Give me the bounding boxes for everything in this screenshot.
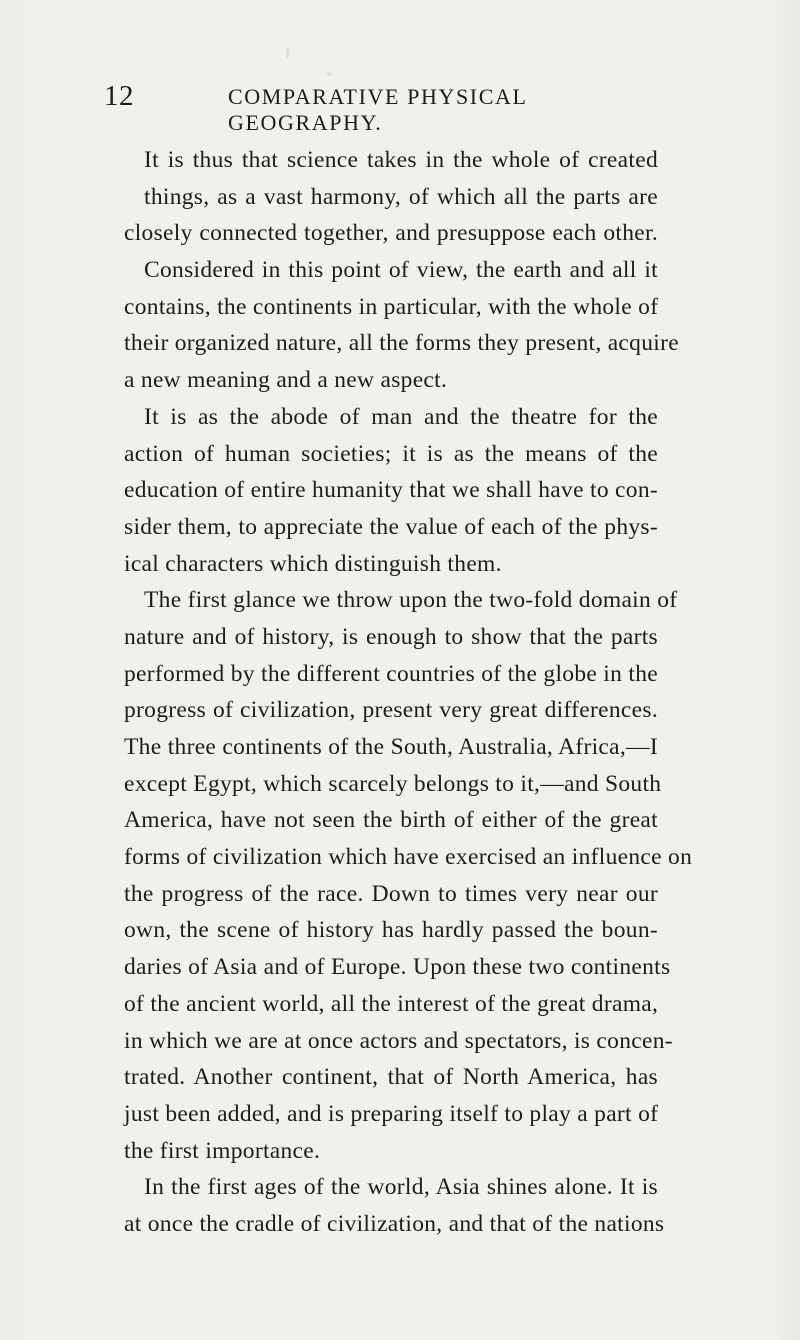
ink-speck (286, 48, 289, 58)
page-number: 12 (104, 80, 134, 112)
text-line: closely connected together, and presuppose each other. (124, 220, 658, 247)
ink-speck (326, 72, 332, 76)
running-title: COMPARATIVE PHYSICAL GEOGRAPHY. (228, 84, 527, 135)
text-line: own, the scene of history has hardly passed the boun- (124, 917, 658, 944)
body-text (124, 142, 693, 1243)
text-line: action of human societies; it is as the means of the (124, 440, 658, 467)
text-line: It is as the abode of man and the theatre for the (144, 403, 658, 430)
text-line: trated. Another continent, that of North America, has (124, 1064, 658, 1091)
text-line: The three continents of the South, Australia, Africa,—I (124, 734, 658, 760)
text-line: contains, the continents in particular, with the whole of (124, 293, 659, 320)
text-line: Considered in this point of view, the earth and all it (144, 257, 658, 284)
text-line: except Egypt, which scarcely belongs to it,—and South (124, 770, 662, 797)
text-line: education of entire humanity that we shall have to con- (124, 477, 658, 504)
page-header (104, 80, 664, 135)
text-line: progress of civilization, present very great differences. (124, 697, 658, 724)
text-line: sider them, to appreciate the value of each of the phys- (124, 513, 658, 540)
text-line: The first glance we throw upon the two-fold domain of (144, 587, 678, 614)
text-line: things, as a vast harmony, of which all the parts are (144, 183, 658, 210)
text-line: their organized nature, all the forms they present, acquire (124, 330, 679, 357)
text-line: of the ancient world, all the interest of the great drama, (124, 990, 659, 1017)
text-line: just been added, and is preparing itself to play a part of (124, 1100, 659, 1127)
text-line: It is thus that science takes in the whole of created (144, 147, 658, 173)
text-line: forms of civilization which have exercised an influence on (124, 844, 693, 871)
text-line: performed by the different countries of the globe in the (124, 660, 658, 687)
text-line: the progress of the race. Down to times very near our (124, 880, 658, 907)
text-line: in which we are at once actors and spectators, is concen- (124, 1027, 673, 1054)
text-line: at once the cradle of civilization, and that of the nations (124, 1210, 665, 1237)
text-line: daries of Asia and of Europe. Upon these two continents (124, 954, 671, 981)
text-line: the first importance. (124, 1137, 321, 1164)
text-line: In the first ages of the world, Asia shines alone. It is (144, 1174, 658, 1201)
text-line: America, have not seen the birth of either of the great (124, 807, 658, 834)
text-line: a new meaning and a new aspect. (124, 367, 448, 394)
text-line: nature and of history, is enough to show that the parts (124, 623, 658, 650)
text-line: ical characters which distinguish them. (124, 550, 502, 577)
